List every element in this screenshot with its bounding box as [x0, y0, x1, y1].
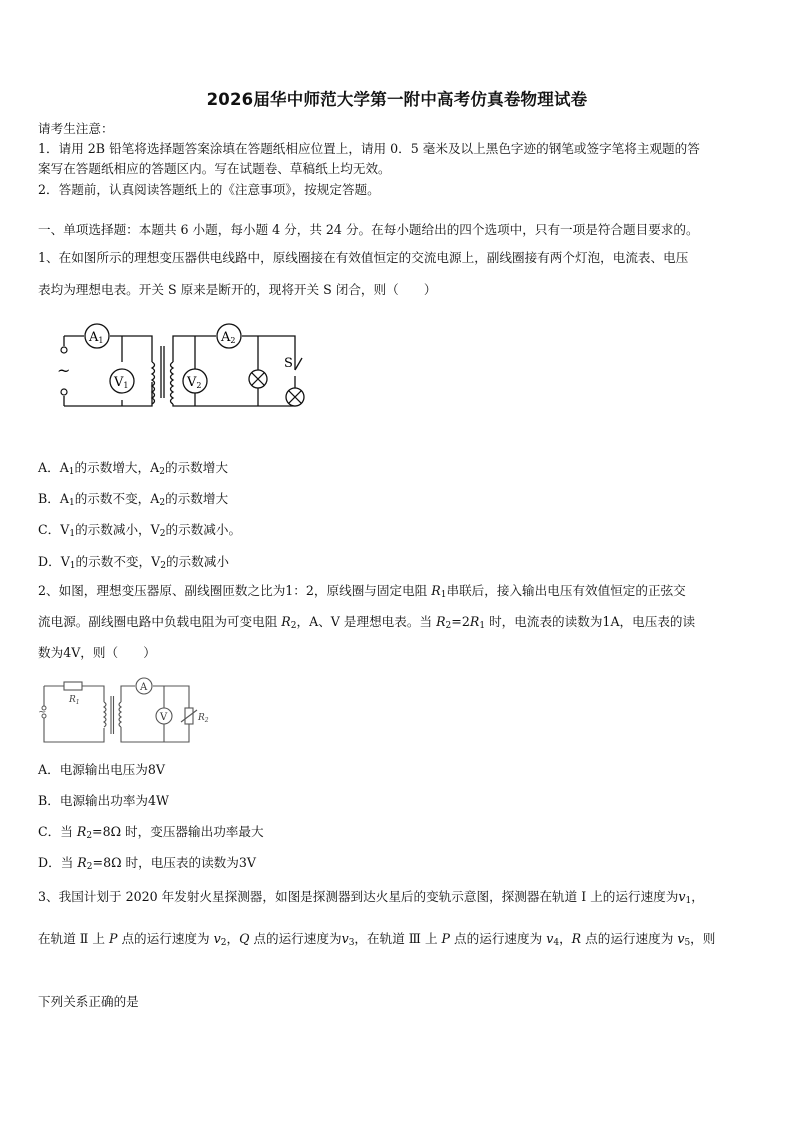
notice-item-1-line-2: 案写在答题纸相应的答题区内。写在试题卷、草稿纸上均无效。	[38, 161, 391, 176]
voltmeter-v1-label: V1	[114, 375, 129, 390]
resistor-r2-label: $R_2$	[198, 713, 209, 724]
resistor-r1-label: $R_1$	[69, 695, 80, 706]
ac-terminal-top	[61, 347, 67, 353]
q3-stem-line-1: 3、我国计划于 2020 年发射火星探测器，如图是探测器到达火星后的变轨示意图，探测器在轨道 Ⅰ 上的运行速度为$v_1$，	[38, 889, 704, 906]
q2-stem-line-2: 流电源。副线圈电路中负载电阻为可变电阻 $R_2$，A、V 是理想电表。当 $R_2=2R_1$ 时，电流表的读数为1A，电压表的读	[38, 614, 696, 631]
q1-stem-line-2: 表均为理想电表。开关 S 原来是断开的，现将开关 S 闭合，则（ ）	[38, 282, 437, 297]
lamp-1-icon	[249, 370, 267, 388]
q2-option-a: A．电源输出电压为8V	[38, 762, 165, 777]
q2-option-b: B．电源输出功率为4W	[38, 793, 169, 808]
q2-circuit-figure	[40, 678, 220, 748]
voltmeter-v2-label: V2	[187, 375, 202, 390]
q1-stem-line-1: 1、在如图所示的理想变压器供电线路中，原线圈接在有效值恒定的交流电源上，副线圈接有两个灯泡，电流表、电压	[38, 250, 689, 265]
section-1-heading: 一、单项选择题：本题共 6 小题，每小题 4 分，共 24 分。在每小题给出的四个选项中，只有一项是符合题目要求的。	[38, 222, 699, 237]
ammeter-a-label: A	[140, 682, 148, 693]
ac-terminal-bottom	[61, 389, 67, 395]
notice-item-2: 2．答题前，认真阅读答题纸上的《注意事项》，按规定答题。	[38, 182, 380, 197]
notice-item-1-line-1: 1．请用 2B 铅笔将选择题答案涂填在答题纸相应位置上，请用 0．5 毫米及以上黑色字迹的钢笔或签字笔将主观题的答	[38, 141, 700, 156]
q2-stem-line-3: 数为4V，则（ ）	[38, 645, 156, 660]
ac-source-symbol-2: ~	[38, 707, 47, 718]
q1-option-a: A．$A_1$的示数增大，$A_2$的示数增大	[38, 460, 228, 477]
ammeter-a2-label: A2	[221, 330, 236, 345]
q1-option-b: B．$A_1$的示数不变，$A_2$的示数增大	[38, 491, 229, 508]
q1-option-d: D．$V_1$的示数不变，$V_2$的示数减小	[38, 554, 229, 571]
voltmeter-v-label: V	[160, 712, 168, 723]
q2-option-d: D．当 $R_2=8\Omega$ 时，电压表的读数为3V	[38, 855, 256, 872]
q1-circuit-figure	[40, 318, 330, 430]
notice-heading: 请考生注意：	[38, 121, 114, 136]
q3-stem-line-3: 下列关系正确的是	[38, 994, 139, 1009]
q2-stem-line-1: 2、如图，理想变压器原、副线圈匝数之比为1：2，原线圈与固定电阻 $R_1$串联后，接入输出电压有效值恒定的正弦交	[38, 583, 686, 600]
q3-stem-line-2: 在轨道 Ⅱ 上 P 点的运行速度为 $v_2$，Q 点的运行速度为$v_3$，在轨道 Ⅲ 上 P 点的运行速度为 $v_4$，R 点的运行速度为 $v_5$，则	[38, 931, 716, 948]
page-title: 2026届华中师范大学第一附中高考仿真卷物理试卷	[206, 90, 588, 109]
ac-source-symbol: ~	[57, 361, 71, 380]
q2-option-c: C．当 $R_2=8\Omega$ 时，变压器输出功率最大	[38, 824, 264, 841]
lamp-2-icon	[286, 388, 304, 406]
q1-option-c: C．$V_1$的示数减小，$V_2$的示数减小。	[38, 522, 242, 539]
switch-s-label: S	[284, 356, 293, 371]
ammeter-a1-label: A1	[89, 330, 104, 345]
